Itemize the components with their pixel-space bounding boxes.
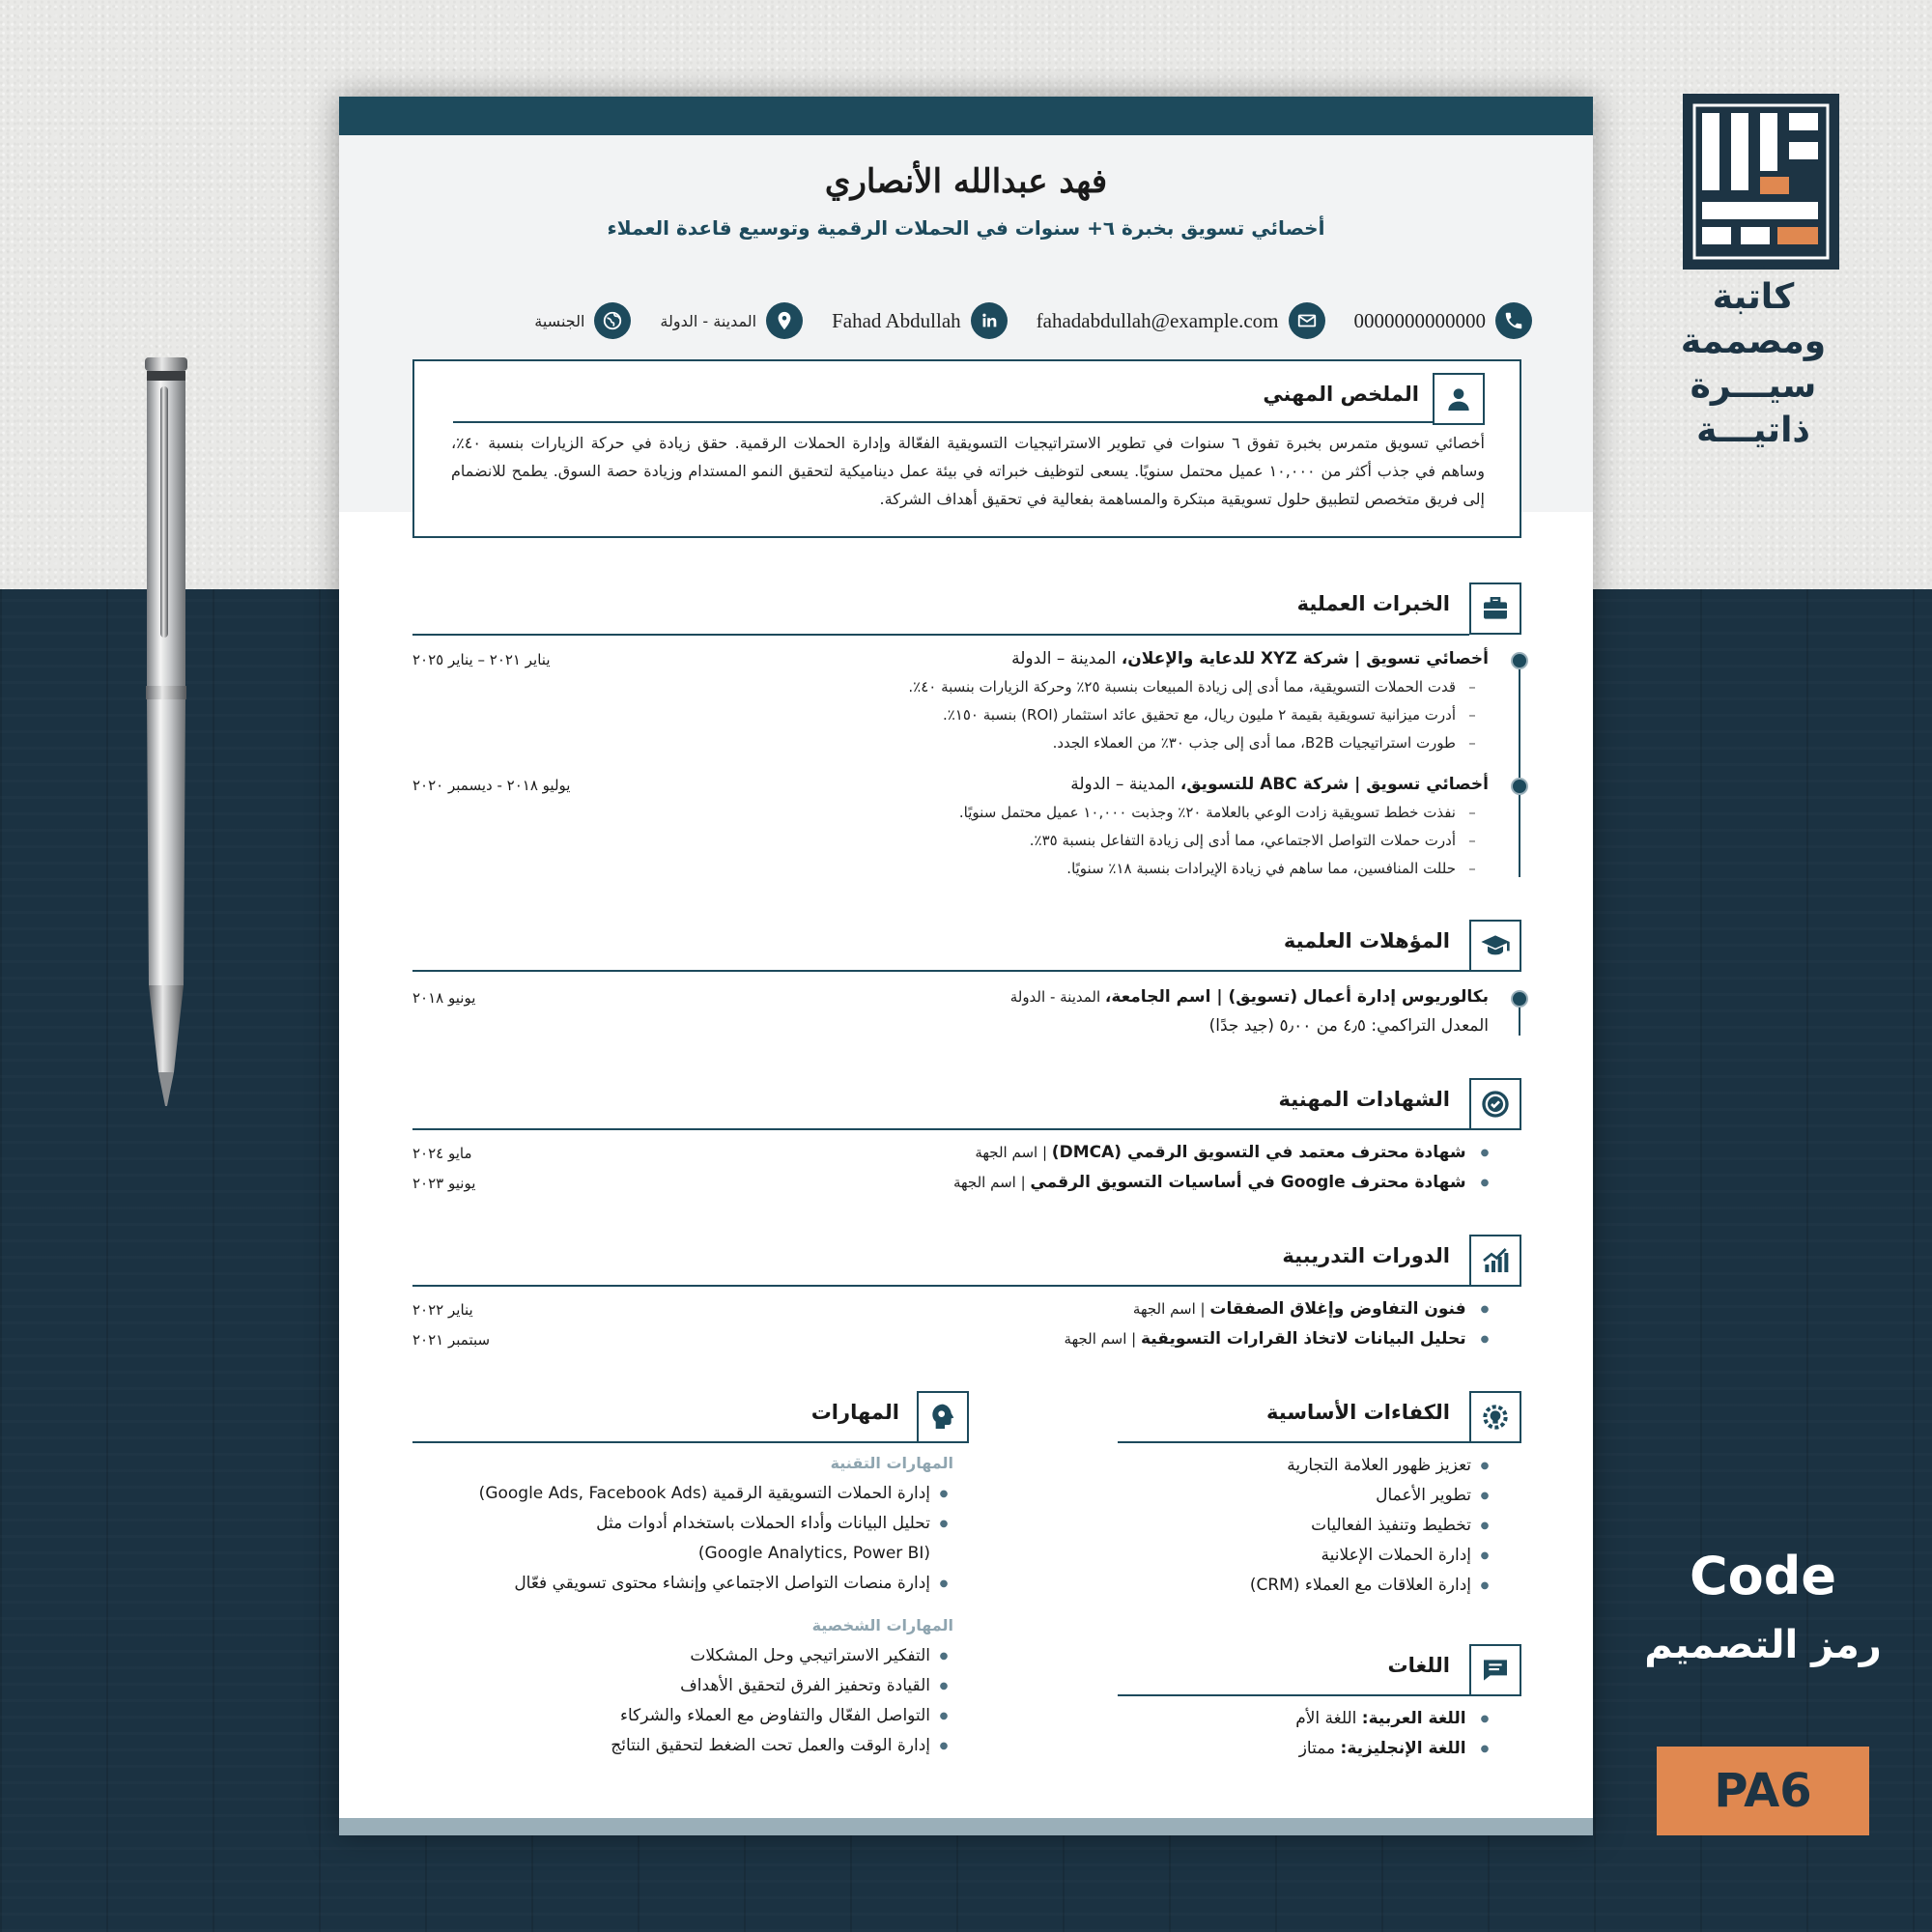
course-date: سبتمبر ٢٠٢١: [412, 1331, 491, 1349]
resume-sheet: [339, 97, 1593, 1835]
course-name: تحليل البيانات لاتخاذ القرارات التسويقية: [1140, 1329, 1466, 1349]
education-degree: [725, 987, 1489, 1007]
code-title: Code: [1689, 1546, 1836, 1606]
personal-skills-subtitle: المهارات الشخصية: [811, 1616, 953, 1634]
skill-item: ● تحليل البيانات وأداء الحملات باستخدام أدوات مثل: [378, 1514, 957, 1533]
chat-bubble-icon: [1469, 1644, 1521, 1696]
certification-issuer: | اسم الجهة: [975, 1144, 1052, 1161]
education-date: يونيو ٢٠١٨: [412, 989, 476, 1007]
contact-row: [407, 299, 1532, 342]
pen-image: [135, 357, 197, 1111]
skill-item: ● التواصل الفعّال والتفاوض مع العملاء والشركاء: [378, 1706, 957, 1725]
competency-item: ● تطوير الأعمال: [1118, 1486, 1498, 1505]
gear-bulb-icon: [1469, 1391, 1521, 1443]
education-degree-title: بكالوريوس إدارة أعمال (تسويق) | اسم الجامعة،: [1104, 987, 1489, 1007]
timeline-dot: [1513, 780, 1526, 793]
skills-title: المهارات: [810, 1401, 899, 1424]
location-pin-icon: [766, 302, 803, 339]
contact-nationality: [534, 302, 631, 339]
code-badge: PA6: [1657, 1747, 1869, 1835]
contact-linkedin[interactable]: [832, 302, 1008, 339]
experience-role-1-location: المدينة – الدولة: [1011, 649, 1122, 668]
experience-role-1-title: أخصائي تسويق | شركة XYZ للدعاية والإعلان،: [1121, 649, 1489, 668]
experience-2-bullet: – حللت المنافسين، مما ساهم في زيادة الإيرادات بنسبة ١٨٪ سنويًا.: [629, 860, 1489, 877]
language-item: [1118, 1739, 1498, 1758]
certification-name: شهادة محترف معتمد في التسويق الرقمي (DMCA): [1051, 1143, 1466, 1162]
nationality-text: الجنسية: [534, 311, 585, 330]
competency-item: ● تخطيط وتنفيذ الفعاليات: [1118, 1516, 1498, 1535]
bottom-bar: [339, 1818, 1593, 1835]
skills-rule: [412, 1441, 917, 1443]
languages-title: اللغات: [1387, 1654, 1450, 1677]
experience-1-bullet: – أدرت ميزانية تسويقية بقيمة ٢ مليون ريال، مع تحقيق عائد استثمار (ROI) بنسبة ١٥٠٪.: [629, 706, 1489, 724]
brand-line-2: سيـــرة ذاتيـــة: [1690, 366, 1817, 450]
language-name: اللغة العربية:: [1361, 1709, 1466, 1728]
phone-icon: [1495, 302, 1532, 339]
skill-item: ● إدارة الحملات التسويقية الرقمية (Google Ads, Facebook Ads): [378, 1484, 957, 1503]
contact-location: [660, 302, 803, 339]
languages-rule: [1118, 1694, 1469, 1696]
certification-name: شهادة محترف Google في أساسيات التسويق الرقمي: [1030, 1173, 1466, 1192]
resume-name: فهد عبدالله الأنصاري: [824, 162, 1108, 201]
education-location: المدينة - الدولة: [1009, 988, 1105, 1006]
skill-item: ● القيادة وتحفيز الفرق لتحقيق الأهداف: [378, 1676, 957, 1695]
experience-title: الخبرات العملية: [1296, 592, 1450, 615]
competency-item: ● إدارة الحملات الإعلانية: [1118, 1546, 1498, 1565]
competency-item: ● تعزيز ظهور العلامة التجارية: [1118, 1456, 1498, 1475]
experience-timeline: [1519, 659, 1520, 877]
briefcase-icon: [1469, 582, 1521, 635]
graduation-cap-icon: [1469, 920, 1521, 972]
education-rule: [412, 970, 1469, 972]
code-subtitle: رمز التصميم: [1644, 1623, 1882, 1667]
education-gpa: المعدل التراكمي: ٤٫٥ من ٥٫٠٠ (جيد جدًا): [1208, 1016, 1489, 1036]
experience-1-bullet: – طورت استراتيجيات B2B، مما أدى إلى جذب ٣٠٪ من العملاء الجدد.: [629, 734, 1489, 752]
course-item: [725, 1329, 1498, 1349]
summary-section: [412, 359, 1521, 538]
contact-email[interactable]: [1037, 302, 1325, 339]
experience-role-2: [725, 775, 1489, 794]
experience-1-bullet: – قدت الحملات التسويقية، مما أدى إلى زيادة المبيعات بنسبة ٢٥٪ وحركة الزيارات بنسبة ٤٠٪.: [629, 678, 1489, 696]
language-name: اللغة الإنجليزية:: [1340, 1739, 1466, 1758]
summary-rule: [453, 421, 1433, 423]
language-item: [1118, 1709, 1498, 1728]
certification-item: [725, 1173, 1498, 1192]
location-text: المدينة - الدولة: [660, 311, 757, 330]
competency-item: ● إدارة العلاقات مع العملاء (CRM): [1118, 1576, 1498, 1595]
experience-role-2-location: المدينة – الدولة: [1070, 775, 1180, 794]
contact-phone[interactable]: [1354, 302, 1533, 339]
experience-role-1: [725, 649, 1489, 668]
summary-title: الملخص المهني: [1263, 383, 1419, 406]
language-level: اللغة الأم: [1295, 1709, 1362, 1728]
top-bar: [339, 97, 1593, 135]
course-name: فنون التفاوض وإغلاق الصفقات: [1209, 1299, 1466, 1319]
experience-rule: [412, 634, 1469, 636]
brand-logo: [1681, 92, 1841, 271]
mail-icon: [1289, 302, 1325, 339]
experience-date-2: يوليو ٢٠١٨ - ديسمبر ٢٠٢٠: [412, 777, 571, 794]
chart-growth-icon: [1469, 1235, 1521, 1287]
phone-text: 0000000000000: [1353, 308, 1486, 332]
course-date: يناير ٢٠٢٢: [412, 1301, 473, 1319]
certification-item: [725, 1143, 1498, 1162]
skill-item-continuation: (Google Analytics, Power BI): [697, 1544, 930, 1563]
experience-role-2-title: أخصائي تسويق | شركة ABC للتسويق،: [1179, 775, 1489, 794]
certification-date: مايو ٢٠٢٤: [412, 1145, 472, 1162]
competencies-title: الكفاءات الأساسية: [1266, 1401, 1450, 1424]
email-text: fahadabdullah@example.com: [1036, 308, 1279, 332]
linkedin-icon: [971, 302, 1008, 339]
person-icon: [1433, 373, 1485, 425]
course-item: [725, 1299, 1498, 1319]
skill-item: ● التفكير الاستراتيجي وحل المشكلات: [378, 1646, 957, 1665]
course-issuer: | اسم الجهة: [1132, 1300, 1210, 1318]
language-level: ممتاز: [1298, 1739, 1341, 1758]
certification-issuer: | اسم الجهة: [952, 1174, 1031, 1191]
summary-text: أخصائي تسويق متمرس بخبرة تفوق ٦ سنوات في تطوير الاستراتيجيات التسويقية الفعّالة وإدارة الحملات الرقمية. حقق زيادة في حركة الزيارات بنسبة ٤٠٪، وساهم في جذب أكثر من ١٠,٠٠٠ عميل محتمل سنويًا. يسعى لتوظيف خبراته في بيئة عمل ديناميكية لتحقيق النمو المستدام وزيادة حصة السوق. يطمح للانضمام إلى فريق متخصص لتطبيق حلول تسويقية مبتكرة والمساهمة بفعالية في تحقيق أهداف الشركة.: [451, 434, 1486, 508]
courses-title: الدورات التدريبية: [1282, 1244, 1450, 1267]
experience-2-bullet: – أدرت حملات التواصل الاجتماعي، مما أدى إلى زيادة التفاعل بنسبة ٣٥٪.: [629, 832, 1489, 849]
course-issuer: | اسم الجهة: [1064, 1330, 1141, 1348]
certifications-title: الشهادات المهنية: [1278, 1088, 1450, 1111]
globe-icon: [594, 302, 631, 339]
technical-skills-subtitle: المهارات التقنية: [830, 1454, 953, 1472]
skill-item: ● إدارة الوقت والعمل تحت الضغط لتحقيق النتائج: [378, 1736, 957, 1755]
courses-rule: [412, 1285, 1469, 1287]
badge-check-icon: [1469, 1078, 1521, 1130]
brand-block: [1681, 92, 1845, 453]
certification-date: يونيو ٢٠٢٣: [412, 1175, 476, 1192]
timeline-dot: [1513, 654, 1526, 668]
experience-date-1: يناير ٢٠٢١ – يناير ٢٠٢٥: [412, 651, 551, 668]
brand-line-1: كاتبة ومصممة: [1680, 277, 1827, 361]
resume-headline: أخصائي تسويق بخبرة ٦+ سنوات في الحملات الرقمية وتوسيع قاعدة العملاء: [607, 216, 1325, 240]
education-title: المؤهلات العلمية: [1283, 929, 1450, 952]
brand-logo-text: هاله سيد: [1761, 268, 1765, 269]
head-gear-icon: [917, 1391, 969, 1443]
certifications-rule: [412, 1128, 1469, 1130]
timeline-dot: [1513, 992, 1526, 1006]
linkedin-text: Fahad Abdullah: [832, 308, 961, 332]
skill-item: ● إدارة منصات التواصل الاجتماعي وإنشاء محتوى تسويقي فعّال: [378, 1574, 957, 1593]
experience-2-bullet: – نفذت خطط تسويقية زادت الوعي بالعلامة ٢٠٪ وجذبت ١٠,٠٠٠ عميل محتمل سنويًا.: [629, 804, 1489, 821]
competencies-rule: [1118, 1441, 1469, 1443]
